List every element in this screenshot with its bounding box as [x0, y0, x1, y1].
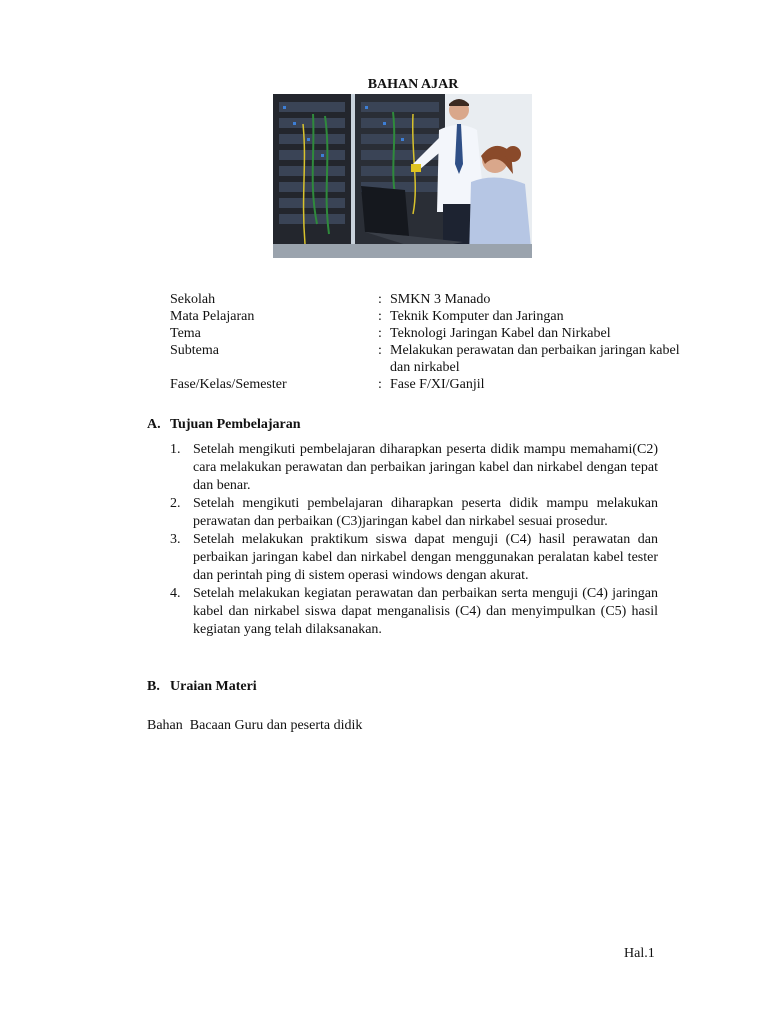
section-title: Tujuan Pembelajaran: [170, 417, 301, 432]
reading-material-text: Bahan Bacaan Guru dan peserta didik: [147, 718, 363, 733]
info-label: Mata Pelajaran: [170, 309, 255, 324]
info-row-tema: [170, 325, 690, 342]
info-separator: :: [378, 326, 382, 341]
section-letter: A.: [147, 417, 161, 432]
info-value: Fase F/XI/Ganjil: [390, 377, 485, 392]
info-label: Tema: [170, 326, 201, 341]
list-number: 2.: [170, 496, 181, 511]
list-number: 3.: [170, 532, 181, 547]
list-text: Setelah melakukan praktikum siswa dapat menguji (C4) hasil perawatan dan perbaikan jaringan kabel dan nirkabel dengan menggunakan peralatan kabel tester dan perintah ping di sistem operasi windows dengan akurat.: [193, 532, 658, 583]
page-number: Hal.1: [624, 946, 655, 961]
info-label: Subtema: [170, 343, 219, 358]
server-room-photo: [273, 94, 532, 258]
info-row-sekolah: [170, 291, 690, 308]
section-letter: B.: [147, 679, 160, 694]
list-text: Setelah mengikuti pembelajaran diharapkan peserta didik mampu melakukan perawatan dan perbaikan (C3)jaringan kabel dan nirkabel sesuai prosedur.: [193, 496, 658, 529]
list-item: [170, 441, 658, 495]
info-value: Teknik Komputer dan Jaringan: [390, 309, 564, 324]
info-separator: :: [378, 343, 382, 358]
info-separator: :: [378, 292, 382, 307]
info-value: SMKN 3 Manado: [390, 292, 491, 307]
list-item: [170, 585, 658, 639]
objectives-list: [170, 441, 658, 639]
info-row-subtema: [170, 342, 690, 376]
info-separator: :: [378, 377, 382, 392]
list-text: Setelah mengikuti pembelajaran diharapkan peserta didik mampu memahami(C2) cara melakukan perawatan dan perbaikan jaringan kabel dan nirkabel dengan tepat dan benar.: [193, 442, 658, 493]
info-row-mata-pelajaran: [170, 308, 690, 325]
list-number: 1.: [170, 442, 181, 457]
info-row-fase-kelas-semester: [170, 376, 690, 393]
section-b-heading: [147, 679, 257, 695]
list-text: Setelah melakukan kegiatan perawatan dan perbaikan serta menguji (C4) jaringan kabel dan nirkabel siswa dapat menganalisis (C4) dan menyimpulkan (C5) hasil kegiatan yang telah dilaksanakan.: [193, 586, 658, 637]
info-value: Teknologi Jaringan Kabel dan Nirkabel: [390, 326, 611, 341]
info-label: Sekolah: [170, 292, 216, 307]
info-separator: :: [378, 309, 382, 324]
list-number: 4.: [170, 586, 181, 601]
section-title: Uraian Materi: [170, 679, 257, 694]
list-item: [170, 531, 658, 585]
info-label: Fase/Kelas/Semester: [170, 377, 287, 392]
info-table: [170, 291, 690, 393]
info-value: Melakukan perawatan dan perbaikan jaringan kabel dan nirkabel: [390, 343, 680, 375]
section-a-heading: [147, 417, 301, 433]
document-title: BAHAN AJAR: [367, 77, 459, 92]
list-item: [170, 495, 658, 531]
